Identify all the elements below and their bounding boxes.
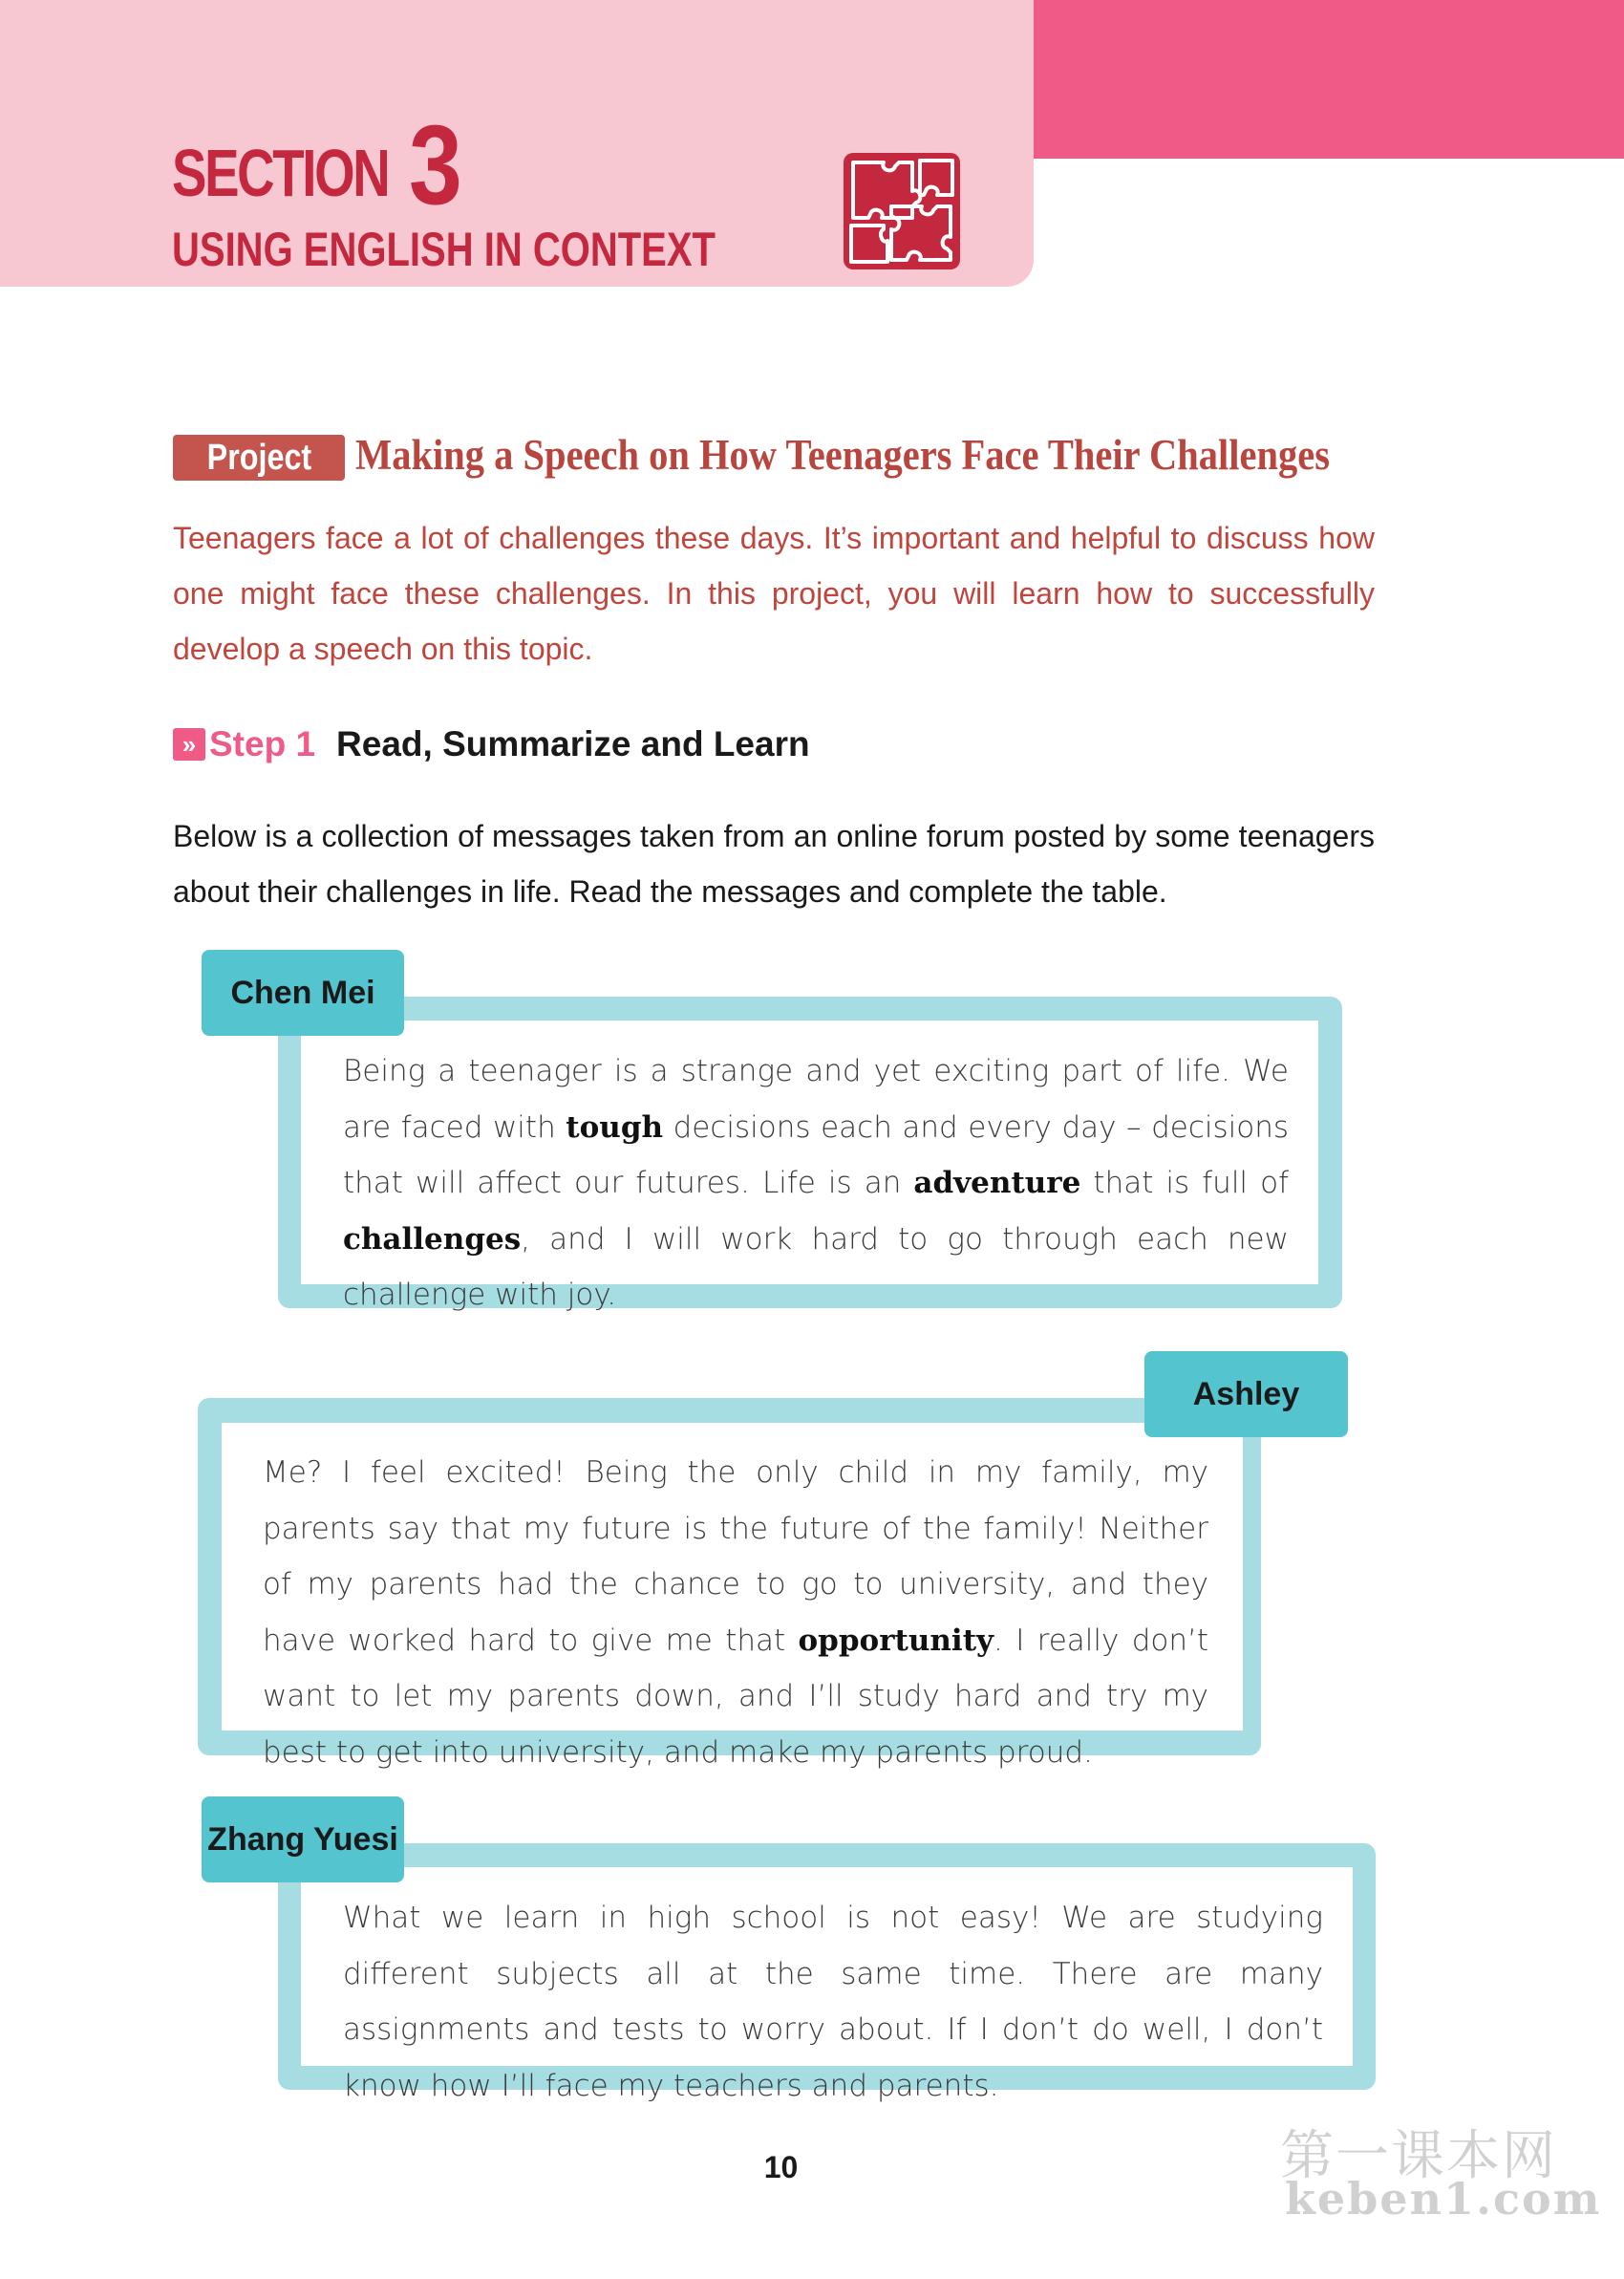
author-tab-ashley: Ashley <box>1144 1351 1348 1437</box>
key-vocabulary-word: challenges <box>343 1221 522 1257</box>
double-chevron-icon: » <box>173 728 205 761</box>
project-intro: Teenagers face a lot of challenges these days. It’s important and helpful to discuss how one might face these challenges. In this project, you will learn how to successfully develop a speech on this topic. <box>173 521 1375 666</box>
watermark-url: keben1.com <box>1285 2173 1602 2225</box>
project-title: Making a Speech on How Teenagers Face Their Challenges <box>355 431 1331 479</box>
header-accent-block <box>1034 0 1624 159</box>
key-vocabulary-word: tough <box>566 1109 664 1145</box>
author-tab-zhang-yuesi: Zhang Yuesi <box>202 1796 404 1882</box>
section-number: 3 <box>409 102 462 228</box>
step-heading <box>173 720 810 768</box>
step-instructions: Below is a collection of messages taken from an online forum posted by some teenagers about their challenges in life. Read the messages and complete the table. <box>173 819 1375 909</box>
step-title: Read, Summarize and Learn <box>336 724 810 763</box>
puzzle-icon <box>844 153 960 269</box>
key-vocabulary-word: adventure <box>913 1166 1081 1200</box>
section-subtitle: USING ENGLISH IN CONTEXT <box>172 223 716 276</box>
message-text: What we learn in high school is not easy! We are studying different subjects all at the same time. There are many assignments and tests to worry about. If I don’t do well, I don’t know how I’ll face my teachers and parents. <box>343 1901 1323 2103</box>
message-text: Being a teenager is a strange and yet exciting part of life. We are faced with tough decisions each and every day – decisions that will affect our futures. Life is an adventure that is full of challenges, and I will work hard to go through each new challenge with joy. <box>343 1054 1290 1312</box>
project-badge: Project <box>173 435 345 481</box>
key-vocabulary-word: opportunity <box>798 1623 994 1658</box>
step-label: Step 1 <box>209 724 316 763</box>
message-text: Me? I feel excited! Being the only child in my family, my parents say that my future is the future of the family! Neither of my parents had the chance to go to university, and they have worked hard to give me that opportunity. I really don’t want to let my parents down, and I’ll study hard and try my best to get into university, and make my parents proud. <box>263 1455 1208 1770</box>
section-label: SECTION <box>172 136 389 210</box>
watermark-chinese: 第一课本网 <box>1280 2125 1557 2187</box>
author-tab-chen-mei: Chen Mei <box>202 950 404 1036</box>
page-number: 10 <box>763 2150 799 2184</box>
